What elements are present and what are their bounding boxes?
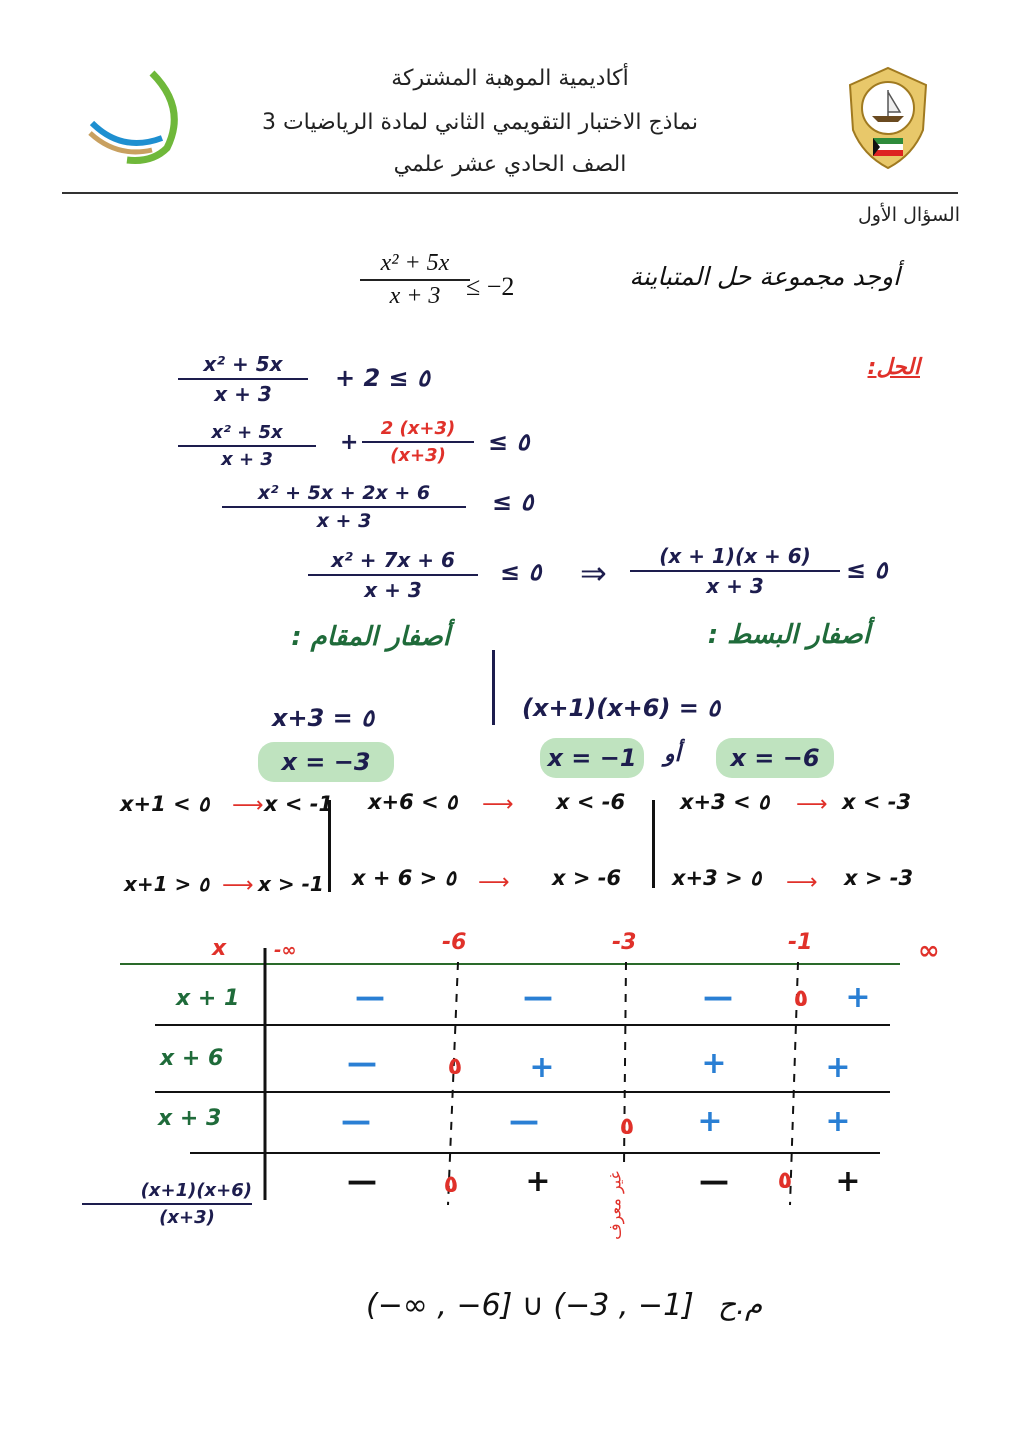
step4-den2: x + 3 [706, 574, 764, 598]
table-point-3: -1 [788, 930, 813, 955]
sign-res-4: — [699, 1164, 729, 1199]
table-pos-inf: ∞ [918, 936, 940, 966]
sign-r2-3: + [529, 1050, 555, 1085]
zero-res-2: ٥ [777, 1166, 793, 1194]
sign-r1-3: — [703, 980, 733, 1015]
numerator-equation: (x+1)(x+6) = ٥ [522, 694, 721, 722]
denominator-zeros-label: أصفار المقام : [291, 622, 450, 652]
result-row-label [82, 1180, 252, 1228]
table-point-1: -6 [442, 930, 467, 955]
question-label: السؤال الأول [857, 204, 960, 226]
answer-label: م.ح [718, 1288, 763, 1321]
case-r2-c3-left: x+3 > ٥ [672, 866, 762, 890]
sign-r3-5: + [825, 1104, 851, 1139]
problem-denominator: x + 3 [389, 283, 441, 309]
case-r1-c3-right: x < -3 [842, 790, 912, 814]
arrow-icon: ⟶ [786, 870, 818, 895]
root-b: x = −6 [730, 744, 820, 772]
case-r2-c2-left: x + 6 > ٥ [352, 866, 456, 890]
step1-rest: + 2 ≤ ٥ [335, 364, 430, 392]
header-line-3: الصف الحادي عشر علمي [393, 152, 627, 177]
result-num: (x+1)(x+6) [140, 1180, 252, 1201]
step2-den2: (x+3) [390, 445, 446, 466]
case-r1-c1-left: x+1 < ٥ [120, 792, 210, 816]
arrow-icon: ⟶ [222, 873, 254, 898]
implies-arrow: ⇒ [580, 554, 607, 592]
step4-rest: ≤ ٥ [500, 558, 542, 586]
arrow-icon: ⟶ [478, 870, 510, 895]
zero-r1: ٥ [793, 984, 809, 1012]
step3-rest: ≤ ٥ [492, 488, 534, 516]
step1-num: x² + 5x [203, 352, 283, 376]
sign-r1-2: — [523, 980, 553, 1015]
step4-num2: (x + 1)(x + 6) [659, 544, 811, 568]
or-word: أو [664, 742, 681, 767]
case-r1-c2-right: x < -6 [556, 790, 626, 814]
denominator-equation: x+3 = ٥ [272, 704, 374, 732]
arrow-icon: ⟶ [482, 792, 514, 817]
arrow-icon: ⟶ [796, 792, 828, 817]
step2-num: x² + 5x [211, 422, 283, 443]
arrow-icon: ⟶ [232, 793, 264, 818]
root-c: x = −3 [281, 748, 371, 776]
row-label-1: x + 1 [176, 986, 240, 1011]
case-r2-c2-right: x > -6 [552, 866, 622, 890]
problem-relation: ≤ −2 [466, 272, 515, 301]
step2-den: x + 3 [221, 449, 273, 470]
zero-r3: ٥ [619, 1112, 635, 1140]
case-r1-c2-left: x+6 < ٥ [368, 790, 458, 814]
header-line-2: نماذج الاختبار التقويمي الثاني لمادة الرياضيات 3 [261, 110, 699, 135]
step4-num: x² + 7x + 6 [331, 548, 455, 572]
step4-den: x + 3 [364, 578, 422, 602]
case-r2-c1-left: x+1 > ٥ [124, 872, 210, 896]
step2-plus: + [340, 430, 359, 455]
row-label-2: x + 6 [160, 1046, 224, 1071]
result-den: (x+3) [159, 1207, 215, 1228]
sign-res-1: — [347, 1164, 377, 1199]
step1-den: x + 3 [214, 382, 272, 406]
sign-r2-4: + [701, 1046, 727, 1081]
fraction-bar [82, 1203, 252, 1205]
sign-r2-1: — [347, 1046, 377, 1081]
sign-r3-2: — [509, 1104, 539, 1139]
step2-rest: ≤ ٥ [488, 428, 530, 456]
case-r1-c1-right: x < -1 [264, 792, 334, 816]
header-line-1: أكاديمية الموهبة المشتركة [391, 66, 629, 91]
row-label-3: x + 3 [158, 1106, 222, 1131]
table-neg-inf: -∞ [274, 940, 297, 961]
problem-numerator: x² + 5x [380, 250, 450, 276]
case-r1-c3-left: x+3 < ٥ [680, 790, 770, 814]
sign-r1-1: — [355, 980, 385, 1015]
step3-den: x + 3 [316, 510, 372, 532]
zero-r2: ٥ [447, 1052, 463, 1080]
undefined-note: غير معرف [605, 1171, 625, 1240]
case-r2-c3-right: x > -3 [844, 866, 914, 890]
step2-num2: 2 (x+3) [380, 418, 456, 439]
sign-res-3: + [525, 1164, 551, 1199]
sign-r3-1: — [341, 1104, 371, 1139]
sign-res-6: + [835, 1164, 861, 1199]
zero-res-1: ٥ [443, 1170, 459, 1198]
numerator-zeros-label: أصفار البسط : [707, 620, 870, 650]
root-a: x = −1 [547, 744, 637, 772]
sign-r3-4: + [697, 1104, 723, 1139]
step4-rest2: ≤ ٥ [846, 556, 888, 584]
answer-set: (−∞ , −6] ∪ (−3 , −1] [366, 1288, 694, 1323]
case-r2-c1-right: x > -1 [258, 872, 324, 896]
step3-num: x² + 5x + 2x + 6 [257, 482, 431, 504]
table-point-2: -3 [612, 930, 637, 955]
table-x-label: x [212, 936, 227, 961]
sign-r1-5: + [845, 980, 871, 1015]
problem-instruction: أوجد مجموعة حل المتباينة [629, 262, 900, 291]
solution-label: الحل: [867, 355, 920, 380]
sign-r2-5: + [825, 1050, 851, 1085]
